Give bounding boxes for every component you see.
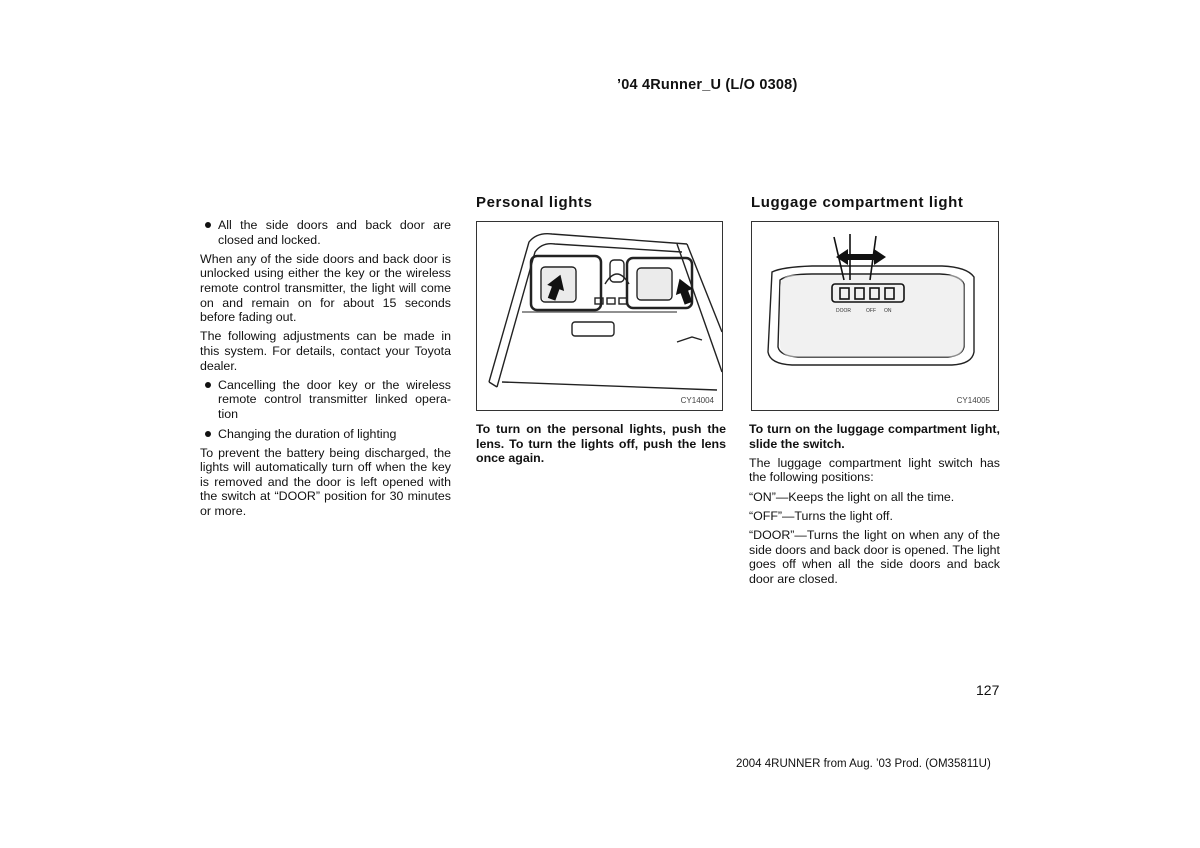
caption-text: To turn on the luggage compartment light, slide the switch.	[749, 422, 1000, 451]
page-number: 127	[976, 682, 1000, 698]
position-off-text: “OFF”—Turns the light off.	[749, 508, 893, 523]
switch-label-on: ON	[884, 308, 892, 314]
bullet-icon	[205, 222, 211, 228]
personal-lights-caption	[476, 422, 726, 470]
luggage-light-illustration	[751, 221, 999, 411]
bullet-text: Changing the duration of lighting	[218, 426, 397, 441]
overhead-console-drawing	[477, 222, 722, 410]
bullet-icon	[205, 431, 211, 437]
section-heading-luggage-light: Luggage compartment light	[751, 194, 964, 211]
bullet-item	[200, 427, 451, 442]
bullet-text: Cancelling the door key or the wireless remote control transmitter linked opera-tion	[218, 377, 451, 421]
position-on-text: “ON”—Keeps the light on all the time.	[749, 489, 955, 504]
figure-code: CY14004	[680, 396, 714, 405]
caption-text: To turn on the personal lights, push the lens. To turn the lights off, push the lens once again.	[476, 422, 726, 466]
bullet-text: All the side doors and back door are closed and locked.	[218, 218, 451, 247]
left-column	[200, 218, 451, 523]
bullet-icon	[205, 382, 211, 388]
document-header: ’04 4Runner_U (L/O 0308)	[617, 77, 798, 93]
bullet-item	[200, 218, 451, 247]
document-footer: 2004 4RUNNER from Aug. ’03 Prod. (OM35811U)	[736, 758, 991, 770]
paragraph: The following adjustments can be made in this system. For details, contact your Toyota dealer.	[200, 329, 451, 373]
paragraph: When any of the side doors and back door is unlocked using either the key or the wireless remote control transmitter, the light will come on and remain on for about 15 seconds before fading out.	[200, 251, 451, 325]
luggage-light-text	[749, 422, 1000, 591]
luggage-lamp-drawing	[752, 222, 998, 410]
paragraph: The luggage compartment light switch has the following positions:	[749, 455, 1000, 485]
section-heading-personal-lights: Personal lights	[476, 194, 593, 211]
paragraph: To prevent the battery being discharged, the lights will automatically turn off when the key is removed and the door is left opened with the switch at “DOOR” position for 30 minutes or more.	[200, 445, 451, 519]
position-door-text: “DOOR”—Turns the light on when any of the side doors and back door is opened. The light goes off when all the side doors and back door are closed.	[749, 527, 1000, 586]
switch-label-off: OFF	[866, 308, 876, 314]
figure-code: CY14005	[956, 396, 990, 405]
bullet-item	[200, 378, 451, 422]
personal-lights-illustration	[476, 221, 723, 411]
switch-label-door: DOOR	[836, 308, 851, 314]
